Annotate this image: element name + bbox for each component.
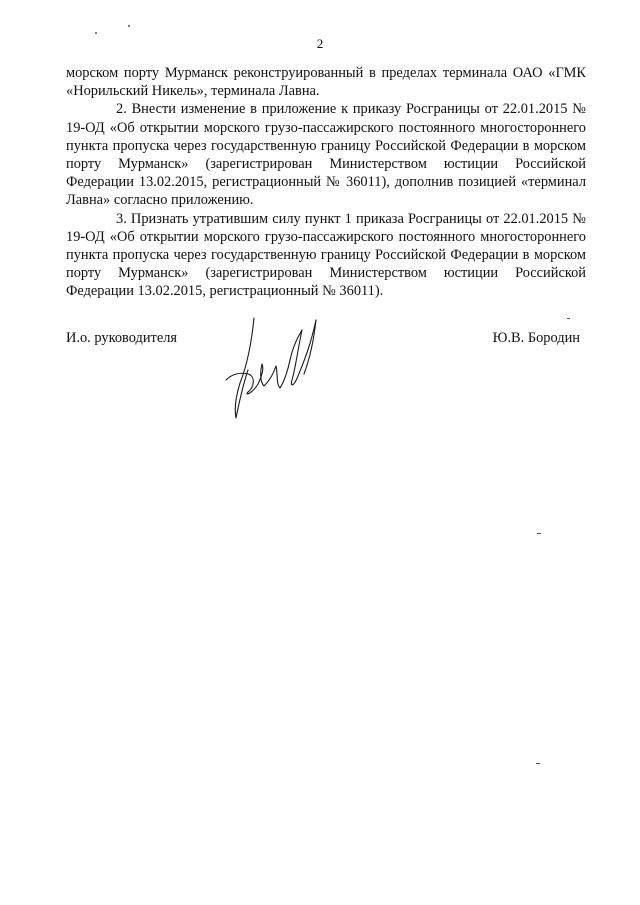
- document-body: [66, 64, 586, 301]
- speck-top-left-2: [128, 25, 130, 27]
- page-number: 2: [316, 36, 324, 51]
- signer-name: Ю.В. Бородин: [492, 330, 580, 346]
- speck-top-left-1: [95, 32, 97, 34]
- signer-role: И.о. руководителя: [66, 330, 178, 346]
- speck-upper-right: [567, 318, 570, 319]
- paragraph-item-3: 3. Признать утратившим силу пункт 1 приказа Росграницы от 22.01.2015 № 19-ОД «Об открытии морского грузо-пассажирского постоянного многостороннего пункта пропуска через государственную границу Российской Федерации в морском порту Мурманск» (зарегистрирован Министерством юстиции Российской Федерации 13.02.2015, регистрационный № 36011).: [66, 210, 586, 300]
- speck-mid-right: [537, 533, 541, 534]
- paragraph-continuation: морском порту Мурманск реконструированный в пределах терминала ОАО «ГМК «Норильский Никель», терминала Лавна.: [66, 65, 586, 100]
- handwritten-signature: [218, 308, 328, 423]
- speck-lower-right: [536, 763, 540, 764]
- paragraph-item-2: 2. Внести изменение в приложение к приказу Росграницы от 22.01.2015 № 19-ОД «Об открытии морского грузо-пассажирского постоянного многостороннего пункта пропуска через государственную границу Российской Федерации в морском порту Мурманск» (зарегистрирован Министерством юстиции Российской Федерации 13.02.2015, регистрационный № 36011), дополнив позицией «терминал Лавна» согласно приложению.: [66, 101, 586, 209]
